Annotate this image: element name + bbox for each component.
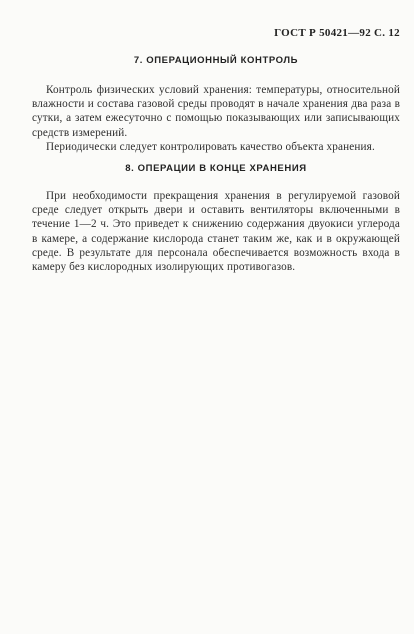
paragraph: Периодически следует контролировать качество объекта хранения.: [46, 140, 375, 153]
paragraph: Контроль физических условий хранения: температуры, относительной влажности и состава газовой среды проводят в начале хранения два раза в сутки, а затем ежесуточно с помощью показывающих или записывающих средств измерений.: [32, 84, 400, 139]
paragraph: При необходимости прекращения хранения в регулируемой газовой среде следует открыть двери и оставить вентиляторы включенными в течение 1—2 ч. Это приведет к снижению содержания двуокиси углерода в камере, а содержание кислорода станет таким же, как и в окружающей среде. В результате для персонала обеспечивается возможность входа в камеру без кислородных изолирующих противогазов.: [32, 190, 400, 274]
section-end-of-storage-operations: [32, 163, 400, 274]
section-heading: 8. ОПЕРАЦИИ В КОНЦЕ ХРАНЕНИЯ: [125, 163, 307, 174]
running-header: ГОСТ Р 50421—92 С. 12: [274, 27, 400, 39]
section-heading: 7. ОПЕРАЦИОННЫЙ КОНТРОЛЬ: [133, 55, 299, 66]
section-operational-control: [32, 55, 400, 154]
